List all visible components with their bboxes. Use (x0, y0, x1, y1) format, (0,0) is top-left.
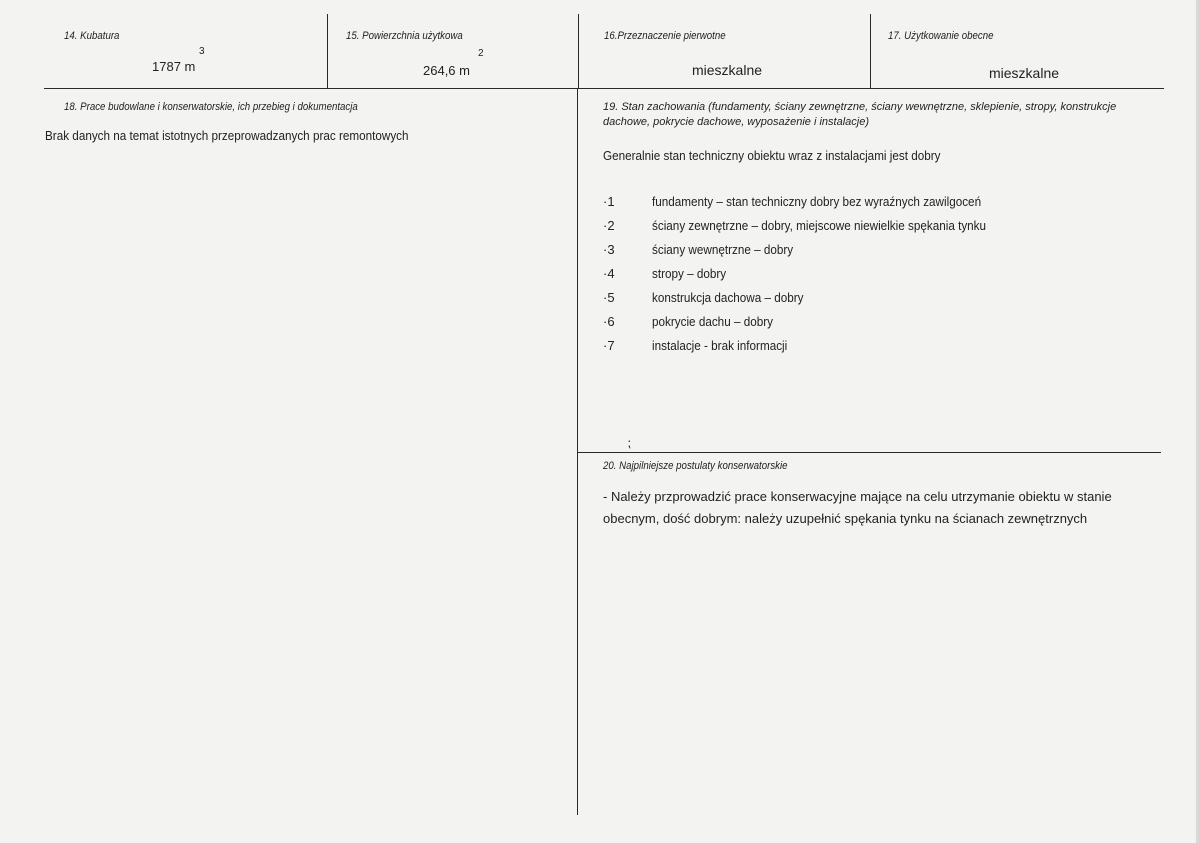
condition-item-text: stropy – dobry (652, 266, 727, 281)
condition-item-number: ·5 (603, 290, 615, 305)
przeznaczenie-label: 16.Przeznaczenie pierwotne (604, 30, 726, 42)
condition-item-text: pokrycie dachu – dobry (652, 314, 773, 329)
condition-item-text: ściany wewnętrzne – dobry (652, 242, 794, 257)
kubatura-label: 14. Kubatura (64, 30, 120, 42)
kubatura-exponent: 3 (199, 46, 205, 57)
condition-item-number: ·3 (603, 242, 615, 257)
divider-top-1 (327, 14, 328, 89)
section20-label: 20. Najpilniejsze postulaty konserwatorskie (603, 460, 788, 472)
condition-item-text: ściany zewnętrzne – dobry, miejscowe niewielkie spękania tynku (652, 218, 987, 233)
section18-label: 18. Prace budowlane i konserwatorskie, ich przebieg i dokumentacja (64, 101, 358, 113)
section18-text: Brak danych na temat istotnych przeprowadzanych prac remontowych (45, 128, 409, 143)
powierzchnia-exponent: 2 (478, 48, 484, 59)
divider-top-3 (870, 14, 871, 89)
powierzchnia-label: 15. Powierzchnia użytkowa (346, 30, 463, 42)
powierzchnia-value: 264,6 m (423, 63, 470, 78)
divider-top-2 (578, 14, 579, 89)
condition-item-number: ·4 (603, 266, 615, 281)
section19-label: 19. Stan zachowania (fundamenty, ściany zewnętrzne, ściany wewnętrzne, sklepienie, stropy, konstrukcje dachowe, pokrycie dachowe, wyposażenie i instalacje) (603, 101, 1117, 128)
section20-top-rule (578, 452, 1161, 453)
przeznaczenie-value: mieszkalne (692, 62, 763, 78)
condition-item-number: ·1 (603, 194, 615, 209)
condition-item-text: konstrukcja dachowa – dobry (652, 290, 804, 305)
condition-item-text: fundamenty – stan techniczny dobry bez wyraźnych zawilgoceń (652, 194, 982, 209)
section19-summary: Generalnie stan techniczny obiektu wraz z instalacjami jest dobry (603, 148, 941, 163)
condition-item-number: ·2 (603, 218, 615, 233)
condition-item-text: instalacje - brak informacji (652, 338, 788, 353)
stray-mark: ⁏ (627, 436, 632, 450)
uzytkowanie-label: 17. Użytkowanie obecne (888, 30, 994, 42)
header-bottom-rule (44, 88, 1164, 89)
uzytkowanie-value: mieszkalne (989, 65, 1060, 81)
kubatura-value: 1787 m (152, 59, 196, 74)
condition-item-number: ·6 (603, 314, 615, 329)
condition-item-number: ·7 (603, 338, 615, 353)
section20-text: - Należy przprowadzić prace konserwacyjne mające na celu utrzymanie obiektu w stanie obecnym, dość dobrym: należy uzupełnić spękania tynku na ścianach zewnętrznych (603, 489, 1112, 526)
